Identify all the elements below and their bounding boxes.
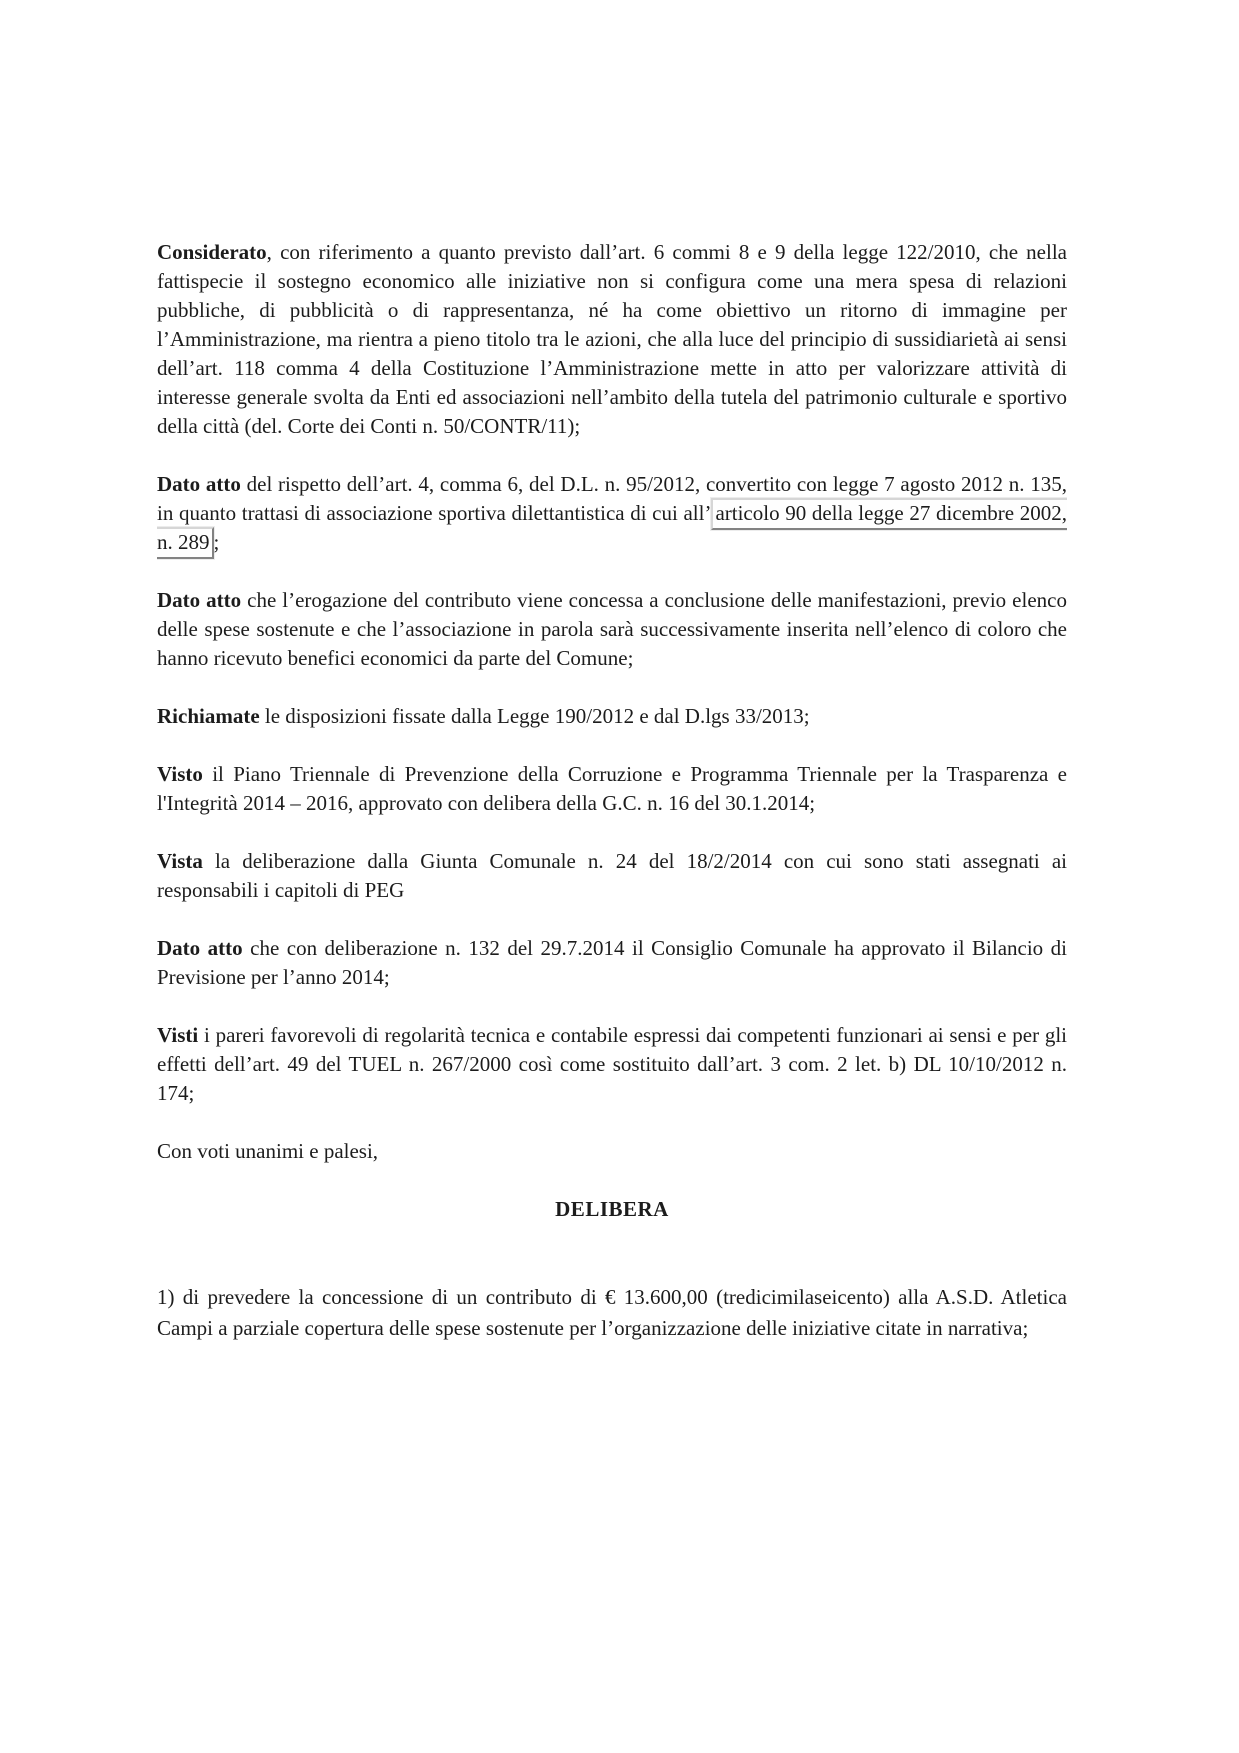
paragraph-text: la deliberazione dalla Giunta Comunale n. 24 del 18/2/2014 con cui sono stati assegnati ai responsabili i capitoli di PEG [157, 849, 1067, 902]
paragraph-text: ; [213, 530, 220, 554]
paragraph-con-voti [157, 1137, 1067, 1166]
lead-word-dato-atto: Dato atto [157, 588, 242, 612]
paragraph-text: il Piano Triennale di Prevenzione della Corruzione e Programma Triennale per la Trasparenza e l'Integrità 2014 – 2016, approvato con delibera della G.C. n. 16 del 30.1.2014; [157, 762, 1067, 815]
paragraph-text: che con deliberazione n. 132 del 29.7.2014 il Consiglio Comunale ha approvato il Bilancio di Previsione per l’anno 2014; [157, 936, 1067, 989]
paragraph-text: le disposizioni fissate dalla Legge 190/2012 e dal D.lgs 33/2013; [259, 704, 810, 728]
paragraph-richiamate [157, 702, 1067, 731]
paragraph-text: , con riferimento a quanto previsto dall’art. 6 commi 8 e 9 della legge 122/2010, che nella fattispecie il sostegno economico alle iniziative non si configura come una mera spesa di relazioni pubbliche, di pubblicità o di rappresentanza, né ha come obiettivo un ritorno di immagine per l’Amministrazione, ma rientra a pieno titolo tra le azioni, che alla luce del principio di sussidiarietà ai sensi dell’art. 118 comma 4 della Costituzione l’Amministrazione mette in atto per valorizzare attività di interesse generale svolta da Enti ed associazioni nell’ambito della tutela del patrimonio culturale e sportivo della città (del. Corte dei Conti n. 50/CONTR/11); [157, 240, 1067, 438]
paragraph-text: che l’erogazione del contributo viene concessa a conclusione delle manifestazioni, previo elenco delle spese sostenute e che l’associazione in parola sarà successivamente inserita nell’elenco di coloro che hanno ricevuto benefici economici da parte del Comune; [157, 588, 1067, 670]
document-body [157, 238, 1067, 1373]
paragraph-visti-pareri [157, 1021, 1067, 1108]
lead-word-considerato: Considerato [157, 240, 267, 264]
paragraph-text: i pareri favorevoli di regolarità tecnica e contabile espressi dai competenti funzionari ai sensi e per gli effetti dell’art. 49 del TUEL n. 267/2000 così come sostituito dall’art. 3 com. 2 let. b) DL 10/10/2012 n. 174; [157, 1023, 1067, 1105]
paragraph-dato-atto-rispetto [157, 470, 1067, 557]
paragraph-dato-atto-bilancio [157, 934, 1067, 992]
lead-word-dato-atto: Dato atto [157, 936, 243, 960]
paragraph-vista-deliberazione [157, 847, 1067, 905]
paragraph-considerato [157, 238, 1067, 441]
lead-word-visti: Visti [157, 1023, 199, 1047]
paragraph-text: 1) di prevedere la concessione di un contributo di € 13.600,00 (tredicimilaseicento) alla A.S.D. Atletica Campi a parziale copertura delle spese sostenute per l’organizzazione delle iniziative citate in narrativa; [157, 1285, 1067, 1340]
paragraph-text: Con voti unanimi e palesi, [157, 1139, 379, 1163]
paragraph-visto-piano [157, 760, 1067, 818]
lead-word-visto: Visto [157, 762, 203, 786]
law-reference-link[interactable]: articolo 90 della legge 27 dicembre 2002, n. 289 [157, 498, 1067, 559]
lead-word-richiamate: Richiamate [157, 704, 260, 728]
lead-word-dato-atto: Dato atto [157, 472, 241, 496]
paragraph-delibera-item-1 [157, 1282, 1067, 1344]
paragraph-text: del rispetto dell’art. 4, comma 6, del D.L. n. 95/2012, convertito con legge 7 agosto 2012 n. 135, in quanto trattasi di associazione sportiva dilettantistica di cui all’ [157, 472, 1067, 525]
paragraph-dato-atto-erogazione [157, 586, 1067, 673]
lead-word-vista: Vista [157, 849, 203, 873]
delibera-heading: DELIBERA [555, 1197, 669, 1221]
